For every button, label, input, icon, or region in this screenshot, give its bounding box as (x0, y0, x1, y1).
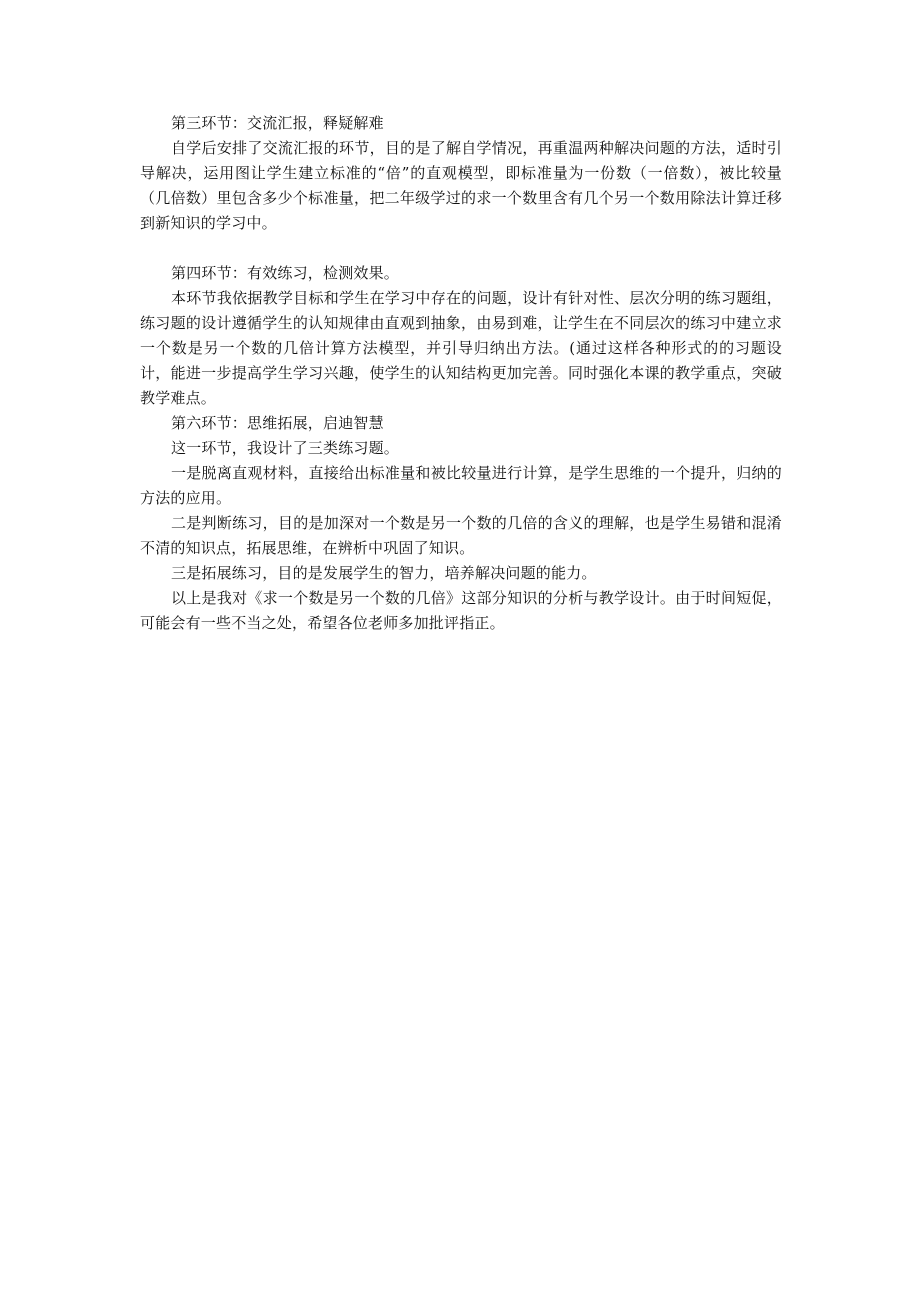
section-six-heading: 第六环节：思维拓展，启迪智慧 (171, 414, 384, 432)
closing-paragraph: 以上是我对《求一个数是另一个数的几倍》这部分知识的分析与教学设计。由于时间短促，可能会有一些不当之处，希望各位老师多加批评指正。 (140, 589, 782, 632)
section-four-heading: 第四环节：有效练习，检测效果。 (171, 264, 400, 282)
exercise-type-one: 一是脱离直观材料，直接给出标准量和被比较量进行计算，是学生思维的一个提升，归纳的方法的应用。 (140, 464, 782, 507)
paragraph-spacer (140, 236, 782, 261)
section-six-intro: 这一环节，我设计了三类练习题。 (171, 439, 400, 457)
section-four-paragraph: 本环节我依据教学目标和学生在学习中存在的问题，设计有针对性、层次分明的练习题组，练习题的设计遵循学生的认知规律由直观到抽象，由易到难，让学生在不同层次的练习中建立求一个数是另一个数的几倍计算方法模型，并引导归纳出方法。(通过这样各种形式的的习题设计，能进一步提高学生学习兴趣，使学生的认知结构更加完善。同时强化本课的教学重点，突破教学难点。 (140, 289, 782, 407)
exercise-type-two: 二是判断练习，目的是加深对一个数是另一个数的几倍的含义的理解，也是学生易错和混淆不清的知识点，拓展思维，在辨析中巩固了知识。 (140, 514, 782, 557)
document-body (140, 111, 782, 636)
section-three-heading: 第三环节：交流汇报，释疑解难 (171, 114, 384, 132)
section-three-paragraph: 自学后安排了交流汇报的环节，目的是了解自学情况，再重温两种解决问题的方法，适时引导解决，运用图让学生建立标准的“倍”的直观模型，即标准量为一份数（一倍数），被比较量（几倍数）里包含多少个标准量，把二年级学过的求一个数里含有几个另一个数用除法计算迁移到新知识的学习中。 (140, 139, 782, 232)
exercise-type-three: 三是拓展练习，目的是发展学生的智力，培养解决问题的能力。 (171, 564, 597, 582)
